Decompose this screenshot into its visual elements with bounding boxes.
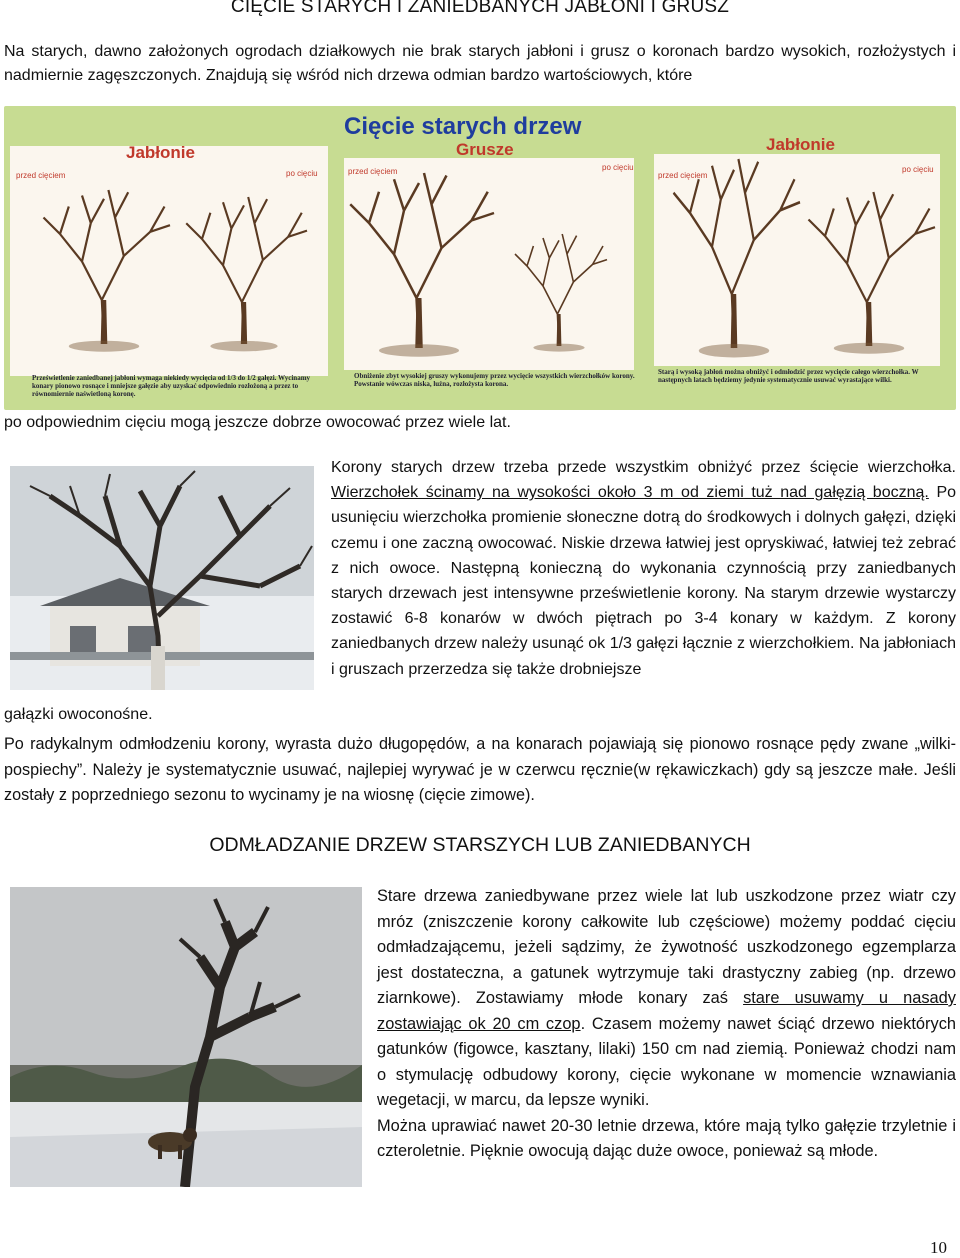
- rejuvenated-tree-photo: [10, 887, 362, 1187]
- poster-section-left: Jabłonie: [126, 143, 195, 162]
- poster-label-before-2: przed cięciem: [348, 167, 398, 176]
- rejuvenation-paragraph: [377, 884, 956, 1165]
- section-heading-rejuvenation: ODMŁADZANIE DRZEW STARSZYCH LUB ZANIEDBANYCH: [209, 834, 751, 856]
- page-title: CIĘCIE STARYCH I ZANIEDBANYCH JABŁONI I GRUSZ: [230, 0, 730, 17]
- poster-label-after-2: po cięciu: [602, 163, 634, 172]
- poster-followup-text: po odpowiednim cięciu mogą jeszcze dobrze owocować przez wiele lat.: [4, 414, 511, 431]
- para3-underlined-instruction: stare usuwamy u nasady zostawiając ok 20 cm czop: [377, 989, 956, 1033]
- poster-label-before-1: przed cięciem: [16, 171, 66, 180]
- page-number: 10: [930, 1238, 947, 1257]
- poster-title: Cięcie starych drzew: [344, 113, 582, 140]
- para3-part-a: Stare drzewa zaniedbywane przez wiele lat lub uszkodzone przez wiatr czy mróz (zniszczenie korony całkowite lub częściowe) możemy poddać cięciu odmładzającemu, jeżeli sądzimy, że żywotność uszkodzonego egzemplarza jest dostateczna, a gatunek wytrzymuje taki drastyczny zabieg (np. drzewo ziarnkowe). Zostawiamy młode konary zaś: [377, 887, 956, 1007]
- para1-sentence-1: Korony starych drzew trzeba przede wszystkim obniżyć przez ścięcie wierzchołka.: [331, 459, 956, 476]
- old-tree-photo: [10, 466, 314, 690]
- para3-part-c: Można uprawiać nawet 20-30 letnie drzewa, które mają tylko gałęzie trzyletnie i czteroletnie. Pięknie owocują dając duże owoce, ponieważ są młode.: [377, 1116, 956, 1160]
- pruning-paragraph-1-tail: gałązki owoconośne.: [4, 706, 153, 723]
- poster-section-middle: Grusze: [456, 140, 514, 159]
- para1-rest: Po usunięciu wierzchołka promienie słoneczne dotrą do środkowych i dolnych gałęzi, dzięki czemu i one zaczną owocować. Niskie drzewa łatwiej jest opryskiwać, łatwiej też zebrać z nich owoce. Następną konieczną do wykonania czynnością przy zaniedbanych starych drzewach jest intensywne prześwietlenie korony. Na starym drzewie wystarczy zostawić 6-8 konarów w dwóch piętrach po 3-4 konary w każdym. Z korony zaniedbanych drzew należy usunąć ok 1/3 gałęzi łącznie z wierzchołkiem. Na jabłoniach i gruszach przerzedza się także drobniejsze: [331, 484, 957, 678]
- poster-caption-right: Starą i wysoką jabłoń można obniżyć i odmłodzić przez wycięcie całego wierzchołka. W następnych latach będziemy jedynie systematycznie usuwać wyrastające wilki.: [658, 368, 919, 384]
- poster-label-after-3: po cięciu: [902, 165, 934, 174]
- poster-caption-middle: Obniżenie zbyt wysokiej gruszy wykonujemy przez wycięcie wszystkich wierzchołków korony. Powstanie wówczas niska, luźna, rozłożysta korona.: [354, 372, 635, 388]
- para1-underlined-instruction: Wierzchołek ścinamy na wysokości około 3 m od ziemi tuż nad gałęzią boczną.: [331, 484, 929, 502]
- pruning-paragraph-1: [331, 455, 956, 682]
- para3-part-b: . Czasem możemy nawet ściąć drzewo niektórych gatunków (figowce, kasztany, lilaki) 150 cm nad ziemią. Ponieważ chodzi nam o stymulację odbudowy korony, cięcie wykonane w momencie wznawiania wegetacji, w marcu, da lepsze wyniki.: [377, 1014, 957, 1109]
- pruning-paragraph-2: Po radykalnym odmłodzeniu korony, wyrasta dużo długopędów, a na konarach pojawiają się pionowo rosnące pędy zwane „wilki-pospiechy”. Należy je systematycznie usuwać, najlepiej wyrywać je w czerwcu ręcznie(w rękawiczkach) gdy są jeszcze małe. Jeśli zostały z poprzedniego sezonu to wycinamy je na wiosnę (cięcie zimowe).: [4, 735, 956, 804]
- poster-caption-left: Prześwietlenie zaniedbanej jabłoni wymaga niekiedy wycięcia od 1/3 do 1/2 gałęzi. Wycinamy konary pionowo rosnące i mniejsze gałęzie aby uzyskać odpowiednio rozłożoną a przez to równomiernie naświetloną koronę.: [32, 374, 311, 398]
- poster-label-before-3: przed cięciem: [658, 171, 708, 180]
- intro-paragraph: Na starych, dawno założonych ogrodach działkowych nie brak starych jabłoni i grusz o koronach bardzo wysokich, rozłożystych i nadmiernie zagęszczonych. Znajdują się wśród nich drzewa odmian bardzo wartościowych, które: [4, 43, 956, 84]
- poster-label-after-1: po cięciu: [286, 169, 318, 178]
- pruning-poster-image: [4, 106, 956, 410]
- poster-section-right: Jabłonie: [766, 135, 835, 154]
